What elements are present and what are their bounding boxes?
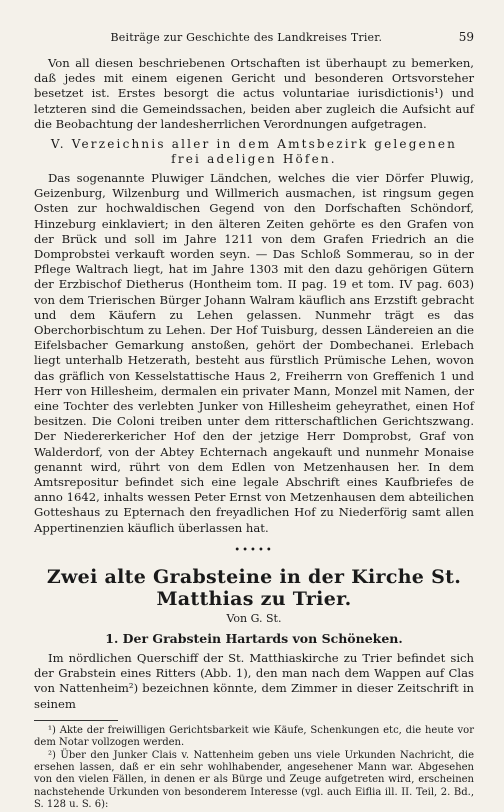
- running-head-title: Beiträge zur Geschichte des Landkreises Trier.: [110, 31, 383, 44]
- footnote-2: ²) Über den Junker Clais v. Nattenheim geben uns viele Urkunden Nachricht, die ersehen lassen, daß er ein sehr wohlhabender, angesehener Mann war. Abgesehen von den vielen Fällen, in denen er als Bürge und Zeuge aufgetreten wird, erscheinen nachstehende Urkunden von besonderem Interesse (vgl. auch Eiflia ill. II. Teil, 2. Bd., S. 128 u. S. 6):: [34, 749, 474, 811]
- article-title: Zwei alte Grabsteine in der Kirche St. Matthias zu Trier.: [46, 565, 462, 610]
- running-head: [34, 30, 474, 44]
- page-number: 59: [458, 30, 474, 44]
- intro-paragraph: Von all diesen beschriebenen Ortschaften ist überhaupt zu bemerken, daß jedes mit einem eigenen Gericht und besonderen Ortsvorsteher besetzet ist. Erstes besorgt die actus voluntariae iurisdictionis¹) und letzteren sind die Gemeindssachen, beiden aber zugleich die Aufsicht auf die Beobachtung der landesherrlichen Verordnungen aufgetragen.: [34, 56, 474, 131]
- article-subheading: 1. Der Grabstein Hartards von Schöneken.: [105, 630, 403, 646]
- article-byline: Von G. St.: [226, 611, 282, 625]
- footnote-1: ¹) Akte der freiwilligen Gerichtsbarkeit wie Käufe, Schenkungen etc, die heute vor dem Notar vollzogen werden.: [34, 724, 474, 749]
- article-paragraph: Im nördlichen Querschiff der St. Matthiaskirche zu Trier befindet sich der Grabstein eines Ritters (Abb. 1), den man nach dem Wappen auf Clas von Nattenheim²) bezeichnen könnte, dem Zimmer in dieser Zeitschrift in seinem: [34, 650, 474, 711]
- footnote-rule: [34, 720, 118, 721]
- section-heading-v: V. Verzeichnis aller in dem Amtsbezirk gelegenen frei adeligen Höfen.: [50, 137, 458, 167]
- section-divider: •••••: [234, 544, 274, 556]
- body-paragraph: Das sogenannte Pluwiger Ländchen, welches die vier Dörfer Pluwig, Geizenburg, Wilzenburg und Willmerich ausmachen, ist ringsum gegen Osten zur hochwaldischen Gegend von den Dorfschaften Schöndorf, Hinzeburg einklaviert; in den älteren Zeiten gehörte es den Grafen von der Brück und soll im Jahre 1211 von dem Grafen Friedrich an die Domprobstei verkauft worden seyn. — Das Schloß Sommerau, so in der Pflege Waltrach liegt, hat im Jahre 1303 mit den dazu gehörigen Gütern der Erzbischof Dietherus (Hontheim tom. II pag. 19 et tom. IV pag. 603) von dem Trierischen Bürger Johann Walram käuflich ans Erzstift gebracht und dem Käufern zu Lehen gelassen. Nunmehr trägt es das Oberchorbischtum zu Lehen. Der Hof Tuisburg, dessen Ländereien an die Eifelsbacher Gemarkung anstoßen, gehört der Dombechanei. Erlebach liegt unterhalb Hetzerath, besteht aus fürstlich Prümische Lehen, wovon das gräflich von Kesselstattische Haus 2, Freiherrn von Greffenich 1 und Herr von Hillesheim, dermalen ein privater Mann, Monzel mit Namen, der eine Tochter des verlebten Junker von Hillesheim geheyrathet, einen Hof besitzen. Die Coloni treiben unter dem ritterschaftlichen Gerichtszwang. Der Niedererkericher Hof den der jetzige Herr Domprobst, Graf von Walderdorf, von der Abtey Echternach angekauft und nunmehr Monaise genannt wird, rührt von dem Edlen von Metzenhausen her. In dem Amtsrepositur befindet sich eine legale Abschrift eines Kaufbriefes de anno 1642, inhalts wessen Peter Ernst von Metzenhausen dem abteilichen Gotteshaus zu Epternach den freyadlichen Hof zu Niederförig samt allen Appertinenzien käuflich überlassen hat.: [34, 171, 474, 535]
